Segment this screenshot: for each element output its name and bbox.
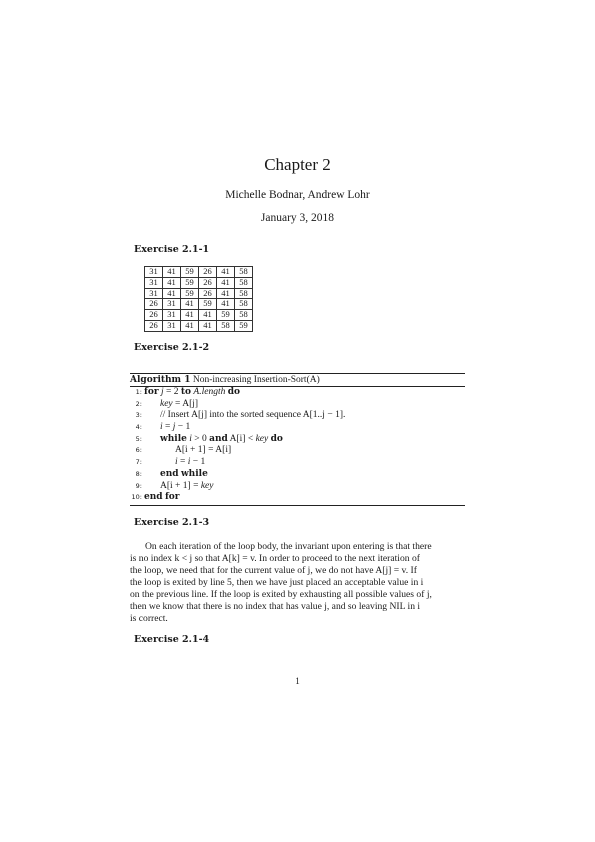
table-row [145, 288, 253, 299]
table-cell: 41 [199, 320, 217, 331]
algorithm-code: // Insert A[j] into the sorted sequence A[1..j − 1]. [160, 410, 346, 421]
table-cell: 41 [163, 277, 181, 288]
table-cell: 31 [163, 310, 181, 321]
algorithm-line [130, 457, 465, 469]
table-cell: 31 [145, 267, 163, 278]
table-cell: 41 [181, 320, 199, 331]
table-cell: 41 [163, 288, 181, 299]
table-cell: 41 [163, 267, 181, 278]
paragraph-line: on the previous line. If the loop is exited by exhausting all possible values of j, [130, 589, 432, 601]
algorithm-line [130, 445, 465, 457]
algorithm-code: end while [160, 468, 208, 479]
algorithm-line [130, 387, 465, 399]
table-cell: 26 [199, 277, 217, 288]
document-authors: Michelle Bodnar, Andrew Lohr [225, 189, 370, 201]
table-cell: 41 [217, 267, 235, 278]
table-cell: 41 [199, 310, 217, 321]
paragraph-line: the loop, we need that for the current value of j, we do not have A[j] = v. If [130, 565, 417, 577]
exercise-heading: Exercise 2.1-4 [134, 634, 210, 645]
table-cell: 41 [181, 310, 199, 321]
table-row [145, 277, 253, 288]
paragraph-line: then we know that there is no index that has value j, and so leaving NIL in i [130, 601, 421, 613]
table-cell: 59 [181, 277, 199, 288]
table-cell: 41 [217, 299, 235, 310]
line-number: 8: [135, 469, 142, 478]
line-number: 4: [135, 423, 142, 432]
algorithm-line [130, 481, 465, 493]
algorithm-lines [130, 387, 465, 504]
line-number: 9: [135, 481, 142, 490]
table-row [145, 299, 253, 310]
algorithm-code: key = A[j] [160, 398, 199, 409]
table-cell: 58 [235, 310, 253, 321]
paragraph-line: the loop is exited by line 5, then we have just placed an acceptable value in i [130, 577, 424, 589]
table-cell: 59 [235, 320, 253, 331]
exercise-heading: Exercise 2.1-2 [134, 342, 210, 353]
paragraph-line: On each iteration of the loop body, the invariant upon entering is that there [145, 541, 432, 552]
table-cell: 58 [235, 288, 253, 299]
sort-steps-table [144, 266, 253, 332]
algorithm-line [130, 434, 465, 446]
page-number: 1 [295, 676, 300, 686]
exercise-answer-paragraph [130, 541, 465, 625]
algorithm-line [130, 410, 465, 422]
algorithm-line [130, 399, 465, 411]
exercise-heading: Exercise 2.1-1 [134, 244, 210, 255]
table-cell: 31 [145, 277, 163, 288]
table-cell: 26 [145, 320, 163, 331]
algorithm-bottom-rule [130, 505, 465, 506]
table-cell: 58 [217, 320, 235, 331]
table-cell: 58 [235, 267, 253, 278]
table-cell: 41 [217, 288, 235, 299]
paragraph-line: is no index k < j so that A[k] = v. In order to proceed to the next iteration of [130, 553, 420, 565]
table-row [145, 310, 253, 321]
table-cell: 26 [199, 288, 217, 299]
line-number: 5: [135, 434, 142, 443]
algorithm-code: for j = 2 to A.length do [144, 387, 241, 397]
algorithm-line [130, 469, 465, 481]
table-cell: 31 [145, 288, 163, 299]
table-cell: 59 [181, 288, 199, 299]
table-cell: 58 [235, 299, 253, 310]
table-cell: 41 [217, 277, 235, 288]
document-title: Chapter 2 [264, 155, 331, 174]
table-cell: 59 [181, 267, 199, 278]
table-cell: 59 [217, 310, 235, 321]
algorithm-line [130, 422, 465, 434]
table-cell: 59 [199, 299, 217, 310]
line-number: 3: [135, 411, 142, 420]
table-row [145, 267, 253, 278]
algorithm-code: A[i + 1] = A[i] [175, 445, 232, 456]
algorithm-code: while i > 0 and A[i] < key do [160, 433, 283, 444]
exercise-heading: Exercise 2.1-3 [134, 517, 210, 528]
table-row [145, 320, 253, 331]
table-cell: 41 [181, 299, 199, 310]
table-cell: 31 [163, 299, 181, 310]
table-cell: 58 [235, 277, 253, 288]
algorithm-label: Algorithm 1 [130, 375, 191, 385]
algorithm-name: Non-increasing Insertion-Sort(A) [192, 375, 320, 385]
document-date: January 3, 2018 [260, 212, 335, 224]
table-cell: 26 [145, 310, 163, 321]
table-cell: 26 [199, 267, 217, 278]
paragraph-line: is correct. [130, 613, 168, 625]
table-cell: 31 [163, 320, 181, 331]
algorithm-caption [130, 374, 465, 387]
line-number: 1: [135, 388, 142, 396]
line-number: 6: [135, 446, 142, 455]
line-number: 10: [131, 493, 142, 502]
line-number: 7: [135, 458, 142, 467]
algorithm-code: end for [144, 492, 180, 503]
algorithm-block [130, 373, 465, 506]
algorithm-line [130, 492, 465, 504]
line-number: 2: [135, 399, 142, 408]
algorithm-code: i = i − 1 [175, 457, 206, 468]
algorithm-code: A[i + 1] = key [160, 480, 214, 491]
algorithm-code: i = j − 1 [160, 422, 191, 433]
table-cell: 26 [145, 299, 163, 310]
